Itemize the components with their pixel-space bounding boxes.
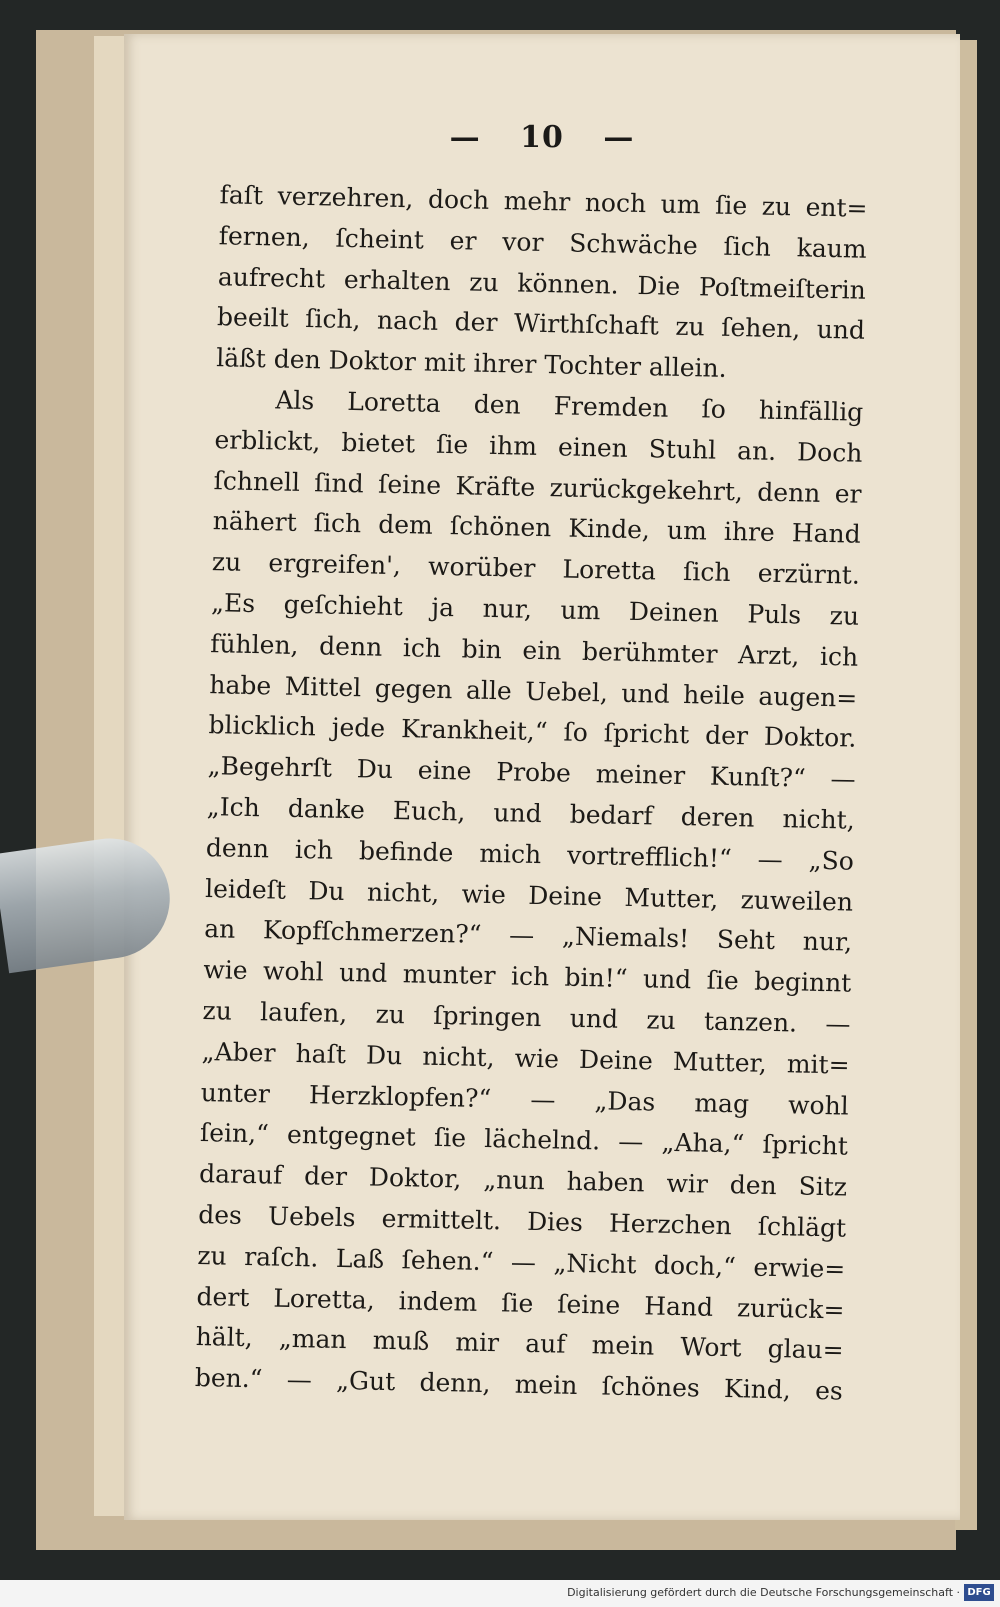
page-number: 10 [520, 120, 564, 155]
text-line: „Aber haſt Du nicht, wie Deine Mutter, mit= [201, 1036, 850, 1080]
text-line: zu ergreifen', worüber Loretta ſich erzürnt. [211, 547, 861, 590]
text-line: dert Loretta, indem ſie ſeine Hand zurück= [196, 1281, 845, 1325]
text-line: darauf der Doktor, „nun haben wir den Sitz [198, 1159, 848, 1202]
text-line: fühlen, denn ich bin ein berühmter Arzt, ich [209, 628, 859, 672]
page-number-dash-right: — [603, 120, 635, 155]
text-line: Als Loretta den Fremden ſo hinfällig [275, 385, 864, 427]
text-line: ſchnell ſind ſeine Kräfte zurückgekehrt, denn er [213, 465, 862, 509]
text-line: aufrecht erhalten zu können. Die Poſtmeiſterin [217, 261, 867, 305]
text-line: ben.“ — „Gut denn, mein ſchönes Kind, es [194, 1363, 844, 1406]
funding-credit: Digitalisierung gefördert durch die Deutsche Forschungsgemeinschaft · [567, 1586, 960, 1599]
text-line: fernen, ſcheint er vor Schwäche ſich kaum [218, 221, 867, 264]
text-line: unter Herzklopfen?“ — „Das mag wohl [200, 1077, 850, 1121]
dfg-logo: DFG [964, 1584, 994, 1601]
text-line: beeilt ſich, nach der Wirthſchaft zu ſehen, und [216, 302, 866, 346]
text-line: läßt den Doktor mit ihrer Tochter allein. [215, 343, 727, 384]
text-line: leideſt Du nicht, wie Deine Mutter, zuweilen [204, 873, 854, 917]
text-line: „Begehrſt Du eine Probe meiner Kunſt?“ — [207, 751, 856, 794]
text-line: wie wohl und munter ich bin!“ und ſie beginnt [203, 955, 852, 998]
text-line: nähert ſich dem ſchönen Kinde, um ihre Hand [212, 506, 861, 550]
text-line: „Es geſchieht ja nur, um Deinen Puls zu [210, 588, 860, 631]
book-page [124, 34, 960, 1520]
text-line: an Kopfſchmerzen?“ — „Niemals! Seht nur, [203, 914, 853, 957]
text-line: habe Mittel gegen alle Uebel, und heile augen= [209, 669, 858, 713]
page-number-header [124, 120, 960, 155]
text-line: „Ich danke Euch, und bedarf deren nicht, [206, 792, 856, 835]
text-line: blicklich jede Krankheit,“ ſo ſpricht der Doktor. [208, 710, 857, 754]
text-line: faſt verzehren, doch mehr noch um ſie zu ent= [219, 180, 868, 223]
body-text [194, 175, 867, 1412]
text-line: zu laufen, zu ſpringen und zu tanzen. — [202, 995, 851, 1039]
page-number-dash-left: — [449, 120, 481, 155]
text-line: des Uebels ermittelt. Dies Herzchen ſchlägt [197, 1199, 847, 1243]
page-gutter [94, 36, 125, 1516]
text-line: erblickt, bietet ſie ihm einen Stuhl an. Doch [214, 424, 863, 468]
text-line: hält, „man muß mir auf mein Wort glau= [195, 1322, 844, 1365]
footer-bar [0, 1580, 1000, 1607]
text-line: denn ich befinde mich vortrefflich!“ — „So [205, 832, 855, 876]
text-line: ſein,“ entgegnet ſie lächelnd. — „Aha,“ ſpricht [199, 1118, 849, 1161]
text-line: zu raſch. Laß ſehen.“ — „Nicht doch,“ erwie= [197, 1240, 846, 1284]
